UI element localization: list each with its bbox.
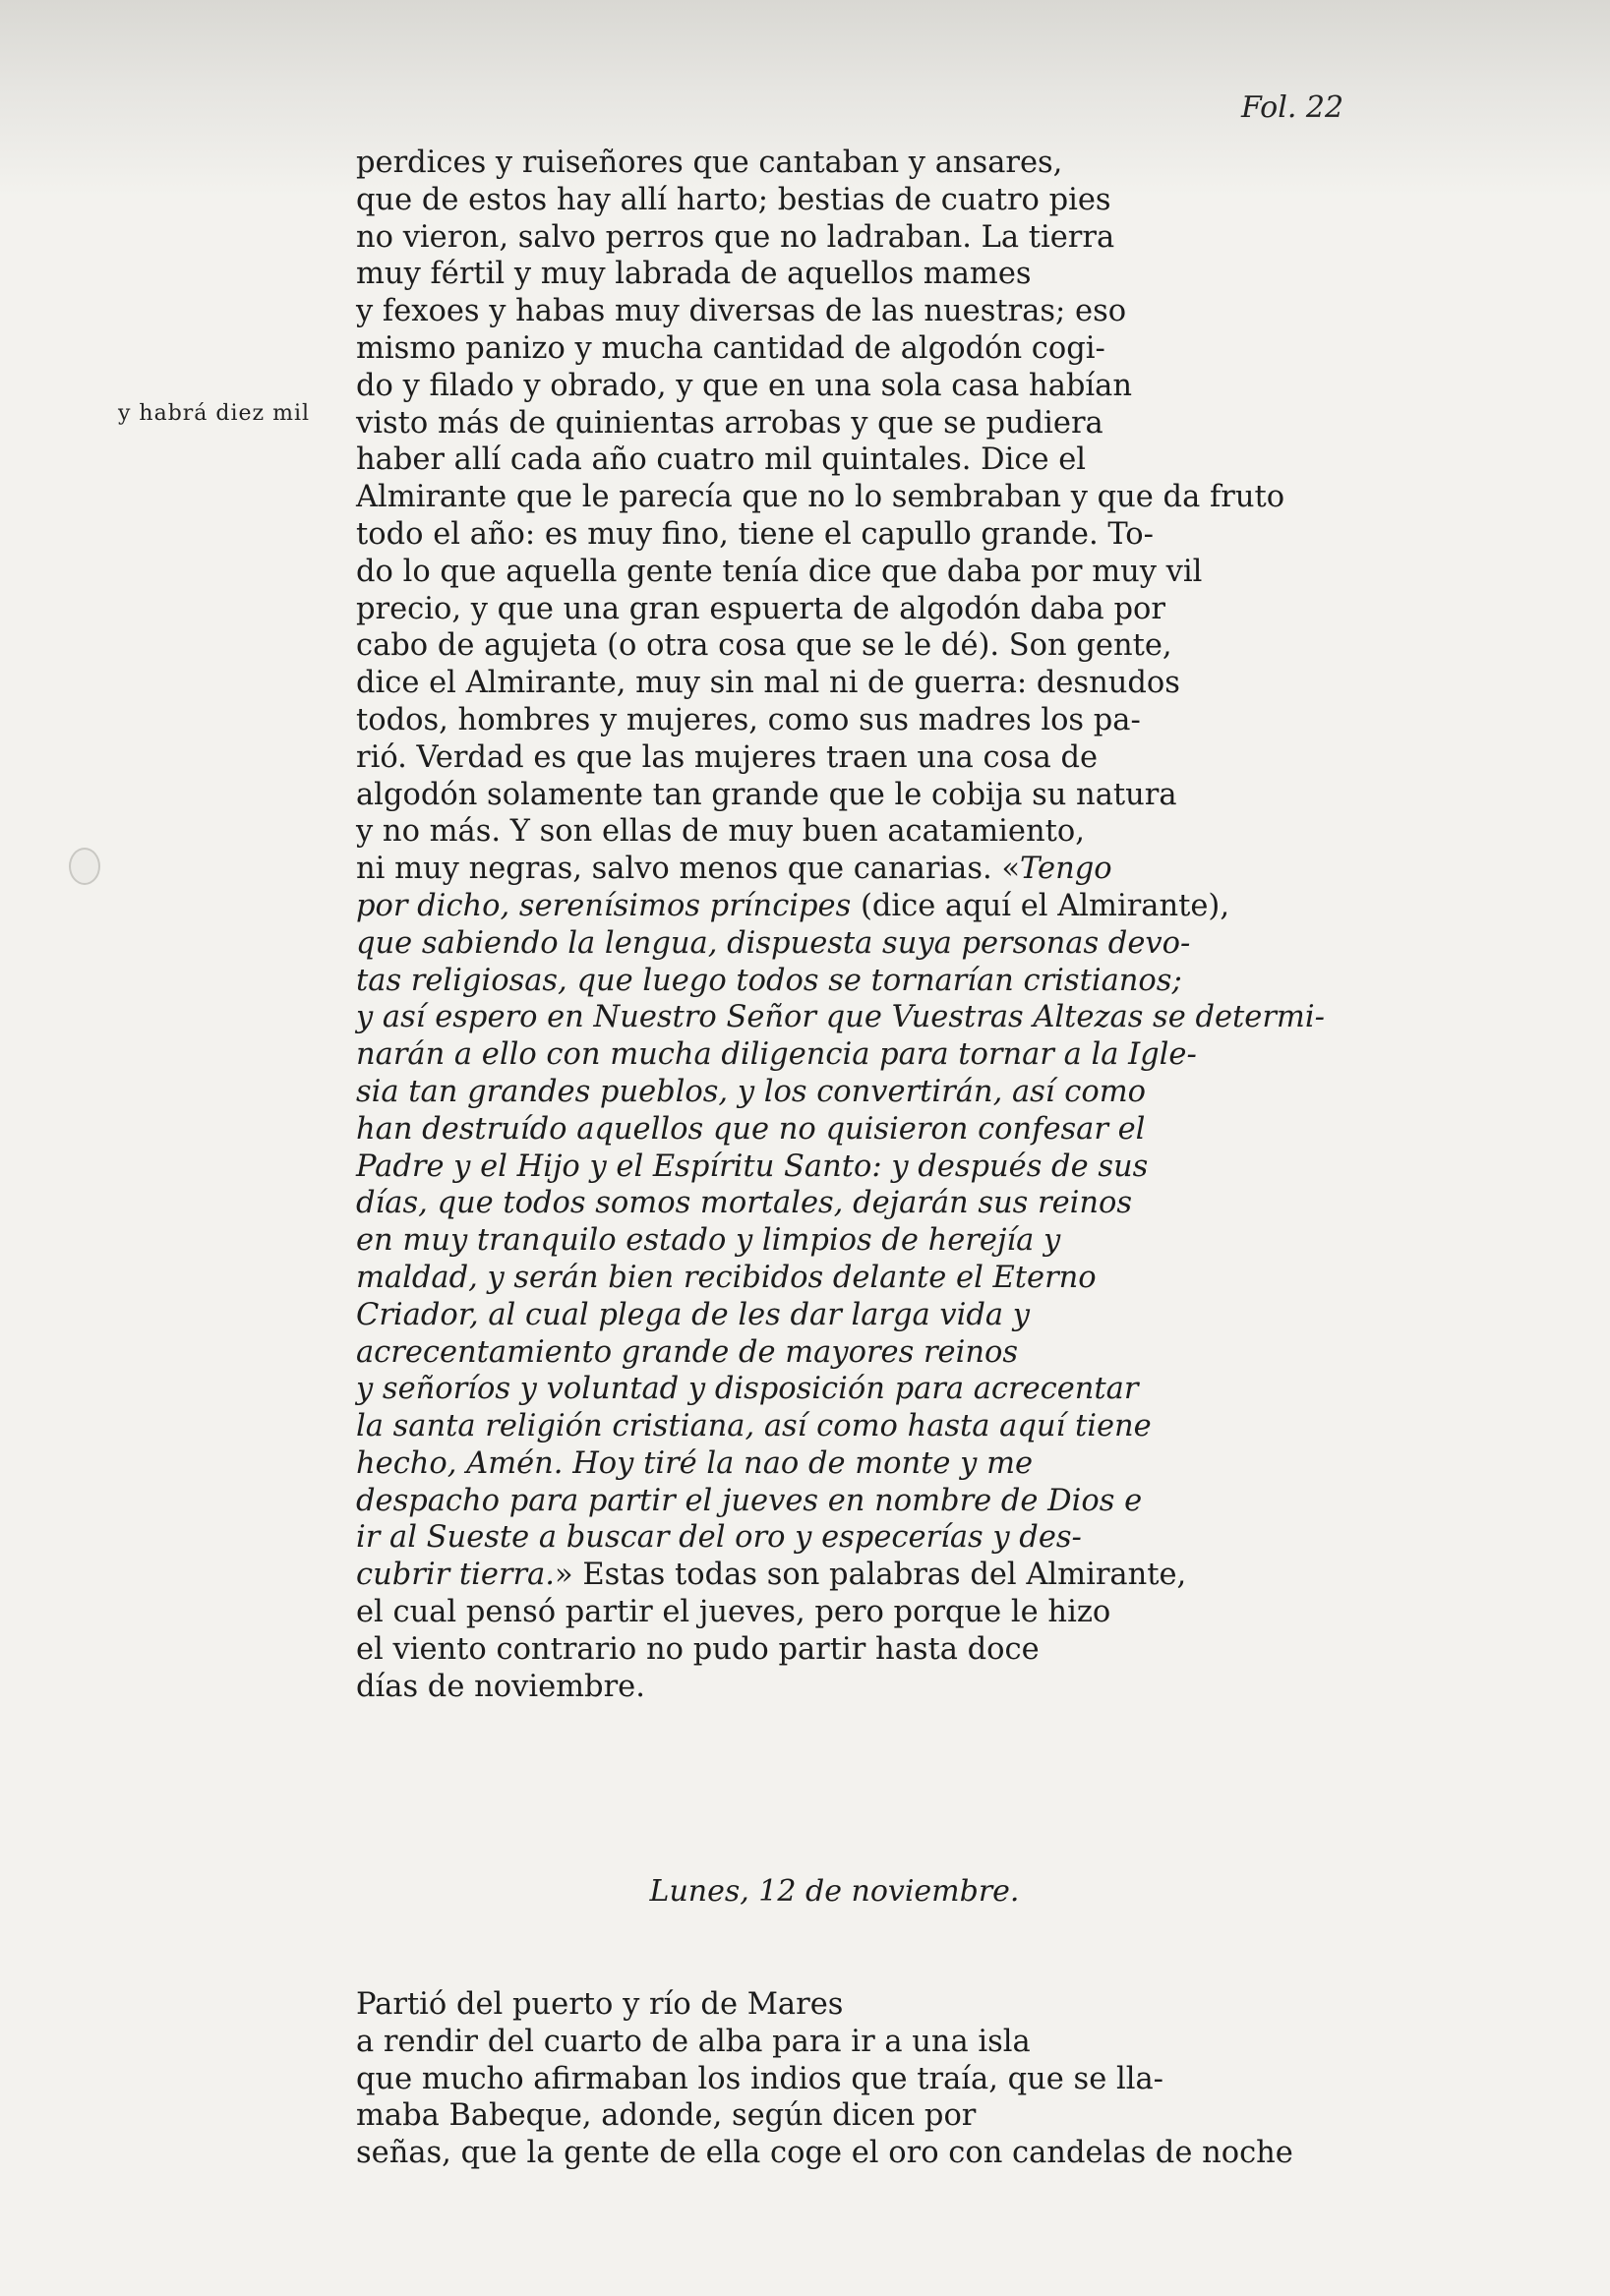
text-line-italic: maldad, y serán bien recibidos delante el Eterno (356, 1260, 1097, 1295)
text-line: visto más de quinientas arrobas y que se pudiera (356, 405, 1103, 441)
text-line: a rendir del cuarto de alba para ir a una isla (356, 2024, 1031, 2059)
text-line-mixed (356, 1557, 1359, 1594)
section-heading-text: Lunes, 12 de noviembre. (649, 1874, 1020, 1909)
text-line-italic: que sabiendo la lengua, dispuesta suya personas devo- (356, 925, 1191, 961)
text-line: el viento contrario no pudo partir hasta doce (356, 1631, 1040, 1667)
text-line: todos, hombres y mujeres, como sus madres los pa- (356, 702, 1141, 737)
text-line-mixed (356, 851, 1359, 888)
section-heading (0, 1874, 1610, 1909)
text-line: el cual pensó partir el jueves, pero porque le hizo (356, 1595, 1111, 1630)
text-line-italic: en muy tranquilo estado y limpios de herejía y (356, 1223, 1061, 1259)
text-line-italic: Criador, al cual plega de les dar larga vida y (356, 1297, 1031, 1332)
text-line: precio, y que una gran espuerta de algodón daba por (356, 591, 1165, 626)
text-line-italic: despacho para partir el jueves en nombre de Dios e (356, 1483, 1143, 1518)
text-line: do y filado y obrado, y que en una sola casa habían (356, 368, 1132, 403)
text-line: algodón solamente tan grande que le cobija su natura (356, 777, 1177, 812)
punch-hole-mark (69, 848, 100, 885)
text-line: maba Babeque, adonde, según dicen por (356, 2098, 977, 2134)
text-line: y fexoes y habas muy diversas de las nuestras; eso (356, 294, 1127, 329)
text-line: todo el año: es muy fino, tiene el capullo grande. To- (356, 516, 1154, 552)
text-roman: ni muy negras, salvo menos que canarias. « (356, 852, 1021, 887)
text-line: rió. Verdad es que las mujeres traen una cosa de (356, 739, 1099, 775)
text-line: que mucho afirmaban los indios que traía, que se lla- (356, 2061, 1163, 2096)
text-line-italic: hecho, Amén. Hoy tiré la nao de monte y me (356, 1445, 1034, 1481)
text-line-italic: acrecentamiento grande de mayores reinos (356, 1334, 1018, 1370)
folio-number: Fol. 22 (1241, 90, 1344, 125)
text-line-italic: días, que todos somos mortales, dejarán sus reinos (356, 1186, 1133, 1221)
text-line-mixed (356, 888, 1359, 925)
text-line: y no más. Y son ellas de muy buen acatamiento, (356, 814, 1085, 850)
text-line-italic: han destruído aquellos que no quisieron confesar el (356, 1111, 1146, 1147)
text-line: mismo panizo y mucha cantidad de algodón cogi- (356, 330, 1105, 366)
text-italic: Tengo (1020, 852, 1112, 887)
margin-note: y habrá diez mil (118, 401, 311, 426)
text-italic: por dicho, serenísimos príncipes (356, 888, 852, 923)
text-line: do lo que aquella gente tenía dice que daba por muy vil (356, 554, 1203, 589)
text-line: muy fértil y muy labrada de aquellos mames (356, 257, 1032, 292)
text-line: que de estos hay allí harto; bestias de cuatro pies (356, 182, 1111, 217)
text-line: no vieron, salvo perros que no ladraban. La tierra (356, 219, 1115, 255)
text-line-italic: sia tan grandes pueblos, y los convertirán, así como (356, 1074, 1146, 1109)
text-line-italic: y así espero en Nuestro Señor que Vuestras Altezas se determi- (356, 1000, 1325, 1035)
text-line-italic: y señoríos y voluntad y disposición para acrecentar (356, 1372, 1139, 1407)
text-line: haber allí cada año cuatro mil quintales. Dice el (356, 442, 1086, 478)
main-text-block (356, 145, 1359, 1705)
text-line-italic: Padre y el Hijo y el Espíritu Santo: y después de sus (356, 1148, 1149, 1184)
text-line: días de noviembre. (356, 1669, 645, 1704)
text-roman: (dice aquí el Almirante), (851, 888, 1230, 923)
second-text-block (356, 1986, 1359, 2172)
text-line: señas, que la gente de ella coge el oro con candelas de noche (356, 2136, 1293, 2171)
text-line: dice el Almirante, muy sin mal ni de guerra: desnudos (356, 666, 1180, 701)
text-line: Almirante que le parecía que no lo sembraban y que da fruto (356, 480, 1285, 515)
text-line: perdices y ruiseñores que cantaban y ansares, (356, 146, 1063, 180)
text-italic: cubrir tierra. (356, 1558, 555, 1593)
text-line-italic: la santa religión cristiana, así como hasta aquí tiene (356, 1409, 1152, 1444)
text-roman: » Estas todas son palabras del Almirante, (554, 1558, 1187, 1593)
text-line-italic: narán a ello con mucha diligencia para tornar a la Igle- (356, 1037, 1197, 1073)
text-line-italic: ir al Sueste a buscar del oro y especerías y des- (356, 1520, 1082, 1556)
text-line-italic: tas religiosas, que luego todos se tornarían cristianos; (356, 963, 1182, 998)
text-line: Partió del puerto y río de Mares (356, 1987, 844, 2022)
text-line: cabo de agujeta (o otra cosa que se le dé). Son gente, (356, 628, 1172, 664)
